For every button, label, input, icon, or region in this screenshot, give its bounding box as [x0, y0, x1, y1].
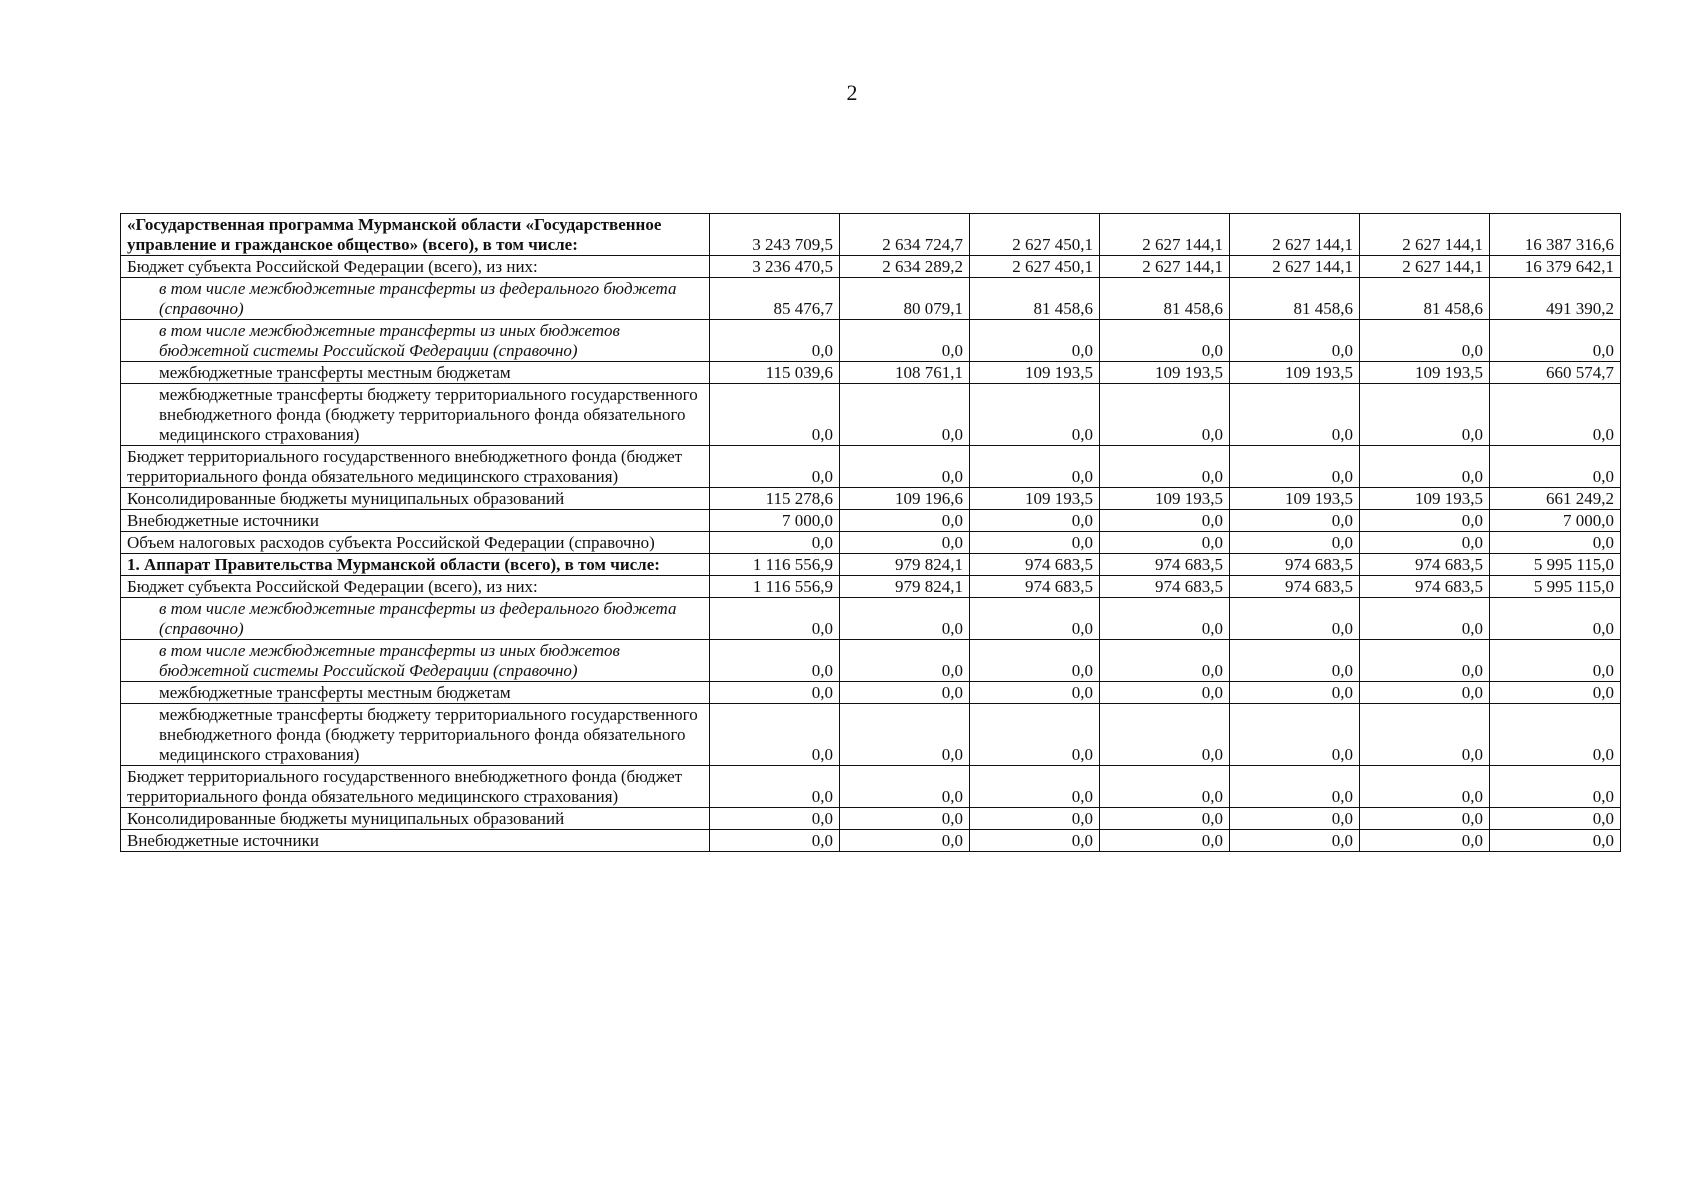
- row-label: в том числе межбюджетные трансферты из иных бюджетов бюджетной системы Российской Федерации (справочно): [121, 320, 710, 362]
- row-value-cell: 2 627 144,1: [1360, 256, 1490, 278]
- table-row: [121, 214, 1621, 256]
- row-value-cell: 974 683,5: [1360, 576, 1490, 598]
- row-value-cell: 2 634 724,7: [840, 214, 970, 256]
- row-total-cell: 491 390,2: [1490, 278, 1621, 320]
- row-value-cell: 0,0: [1230, 446, 1360, 488]
- row-value-cell: 0,0: [1230, 640, 1360, 682]
- row-value-cell: 109 193,5: [1230, 362, 1360, 384]
- row-label: Бюджет субъекта Российской Федерации (всего), из них:: [121, 576, 710, 598]
- row-value-cell: 109 193,5: [970, 488, 1100, 510]
- table-row: [121, 554, 1621, 576]
- row-value-cell: 1 116 556,9: [710, 554, 840, 576]
- row-value-cell: 974 683,5: [1360, 554, 1490, 576]
- row-value-cell: 0,0: [1230, 766, 1360, 808]
- row-value-cell: 0,0: [1230, 510, 1360, 532]
- row-value-cell: 2 627 144,1: [1230, 256, 1360, 278]
- row-value-cell: 0,0: [1100, 384, 1230, 446]
- row-label: Внебюджетные источники: [121, 510, 710, 532]
- row-value-cell: 0,0: [970, 766, 1100, 808]
- row-value-cell: 109 193,5: [1230, 488, 1360, 510]
- row-value-cell: 0,0: [1360, 532, 1490, 554]
- row-value-cell: 0,0: [1100, 830, 1230, 852]
- row-value-cell: 979 824,1: [840, 554, 970, 576]
- row-value-cell: 0,0: [1100, 704, 1230, 766]
- row-value-cell: 0,0: [970, 510, 1100, 532]
- row-value-cell: 0,0: [970, 830, 1100, 852]
- row-value-cell: 0,0: [970, 640, 1100, 682]
- row-label: в том числе межбюджетные трансферты из иных бюджетов бюджетной системы Российской Федерации (справочно): [121, 640, 710, 682]
- row-total-cell: 0,0: [1490, 384, 1621, 446]
- row-value-cell: 0,0: [1360, 640, 1490, 682]
- row-total-cell: 0,0: [1490, 704, 1621, 766]
- row-value-cell: 0,0: [840, 830, 970, 852]
- row-label: «Государственная программа Мурманской области «Государственное управление и гражданское общество» (всего), в том числе:: [121, 214, 710, 256]
- row-value-cell: 979 824,1: [840, 576, 970, 598]
- row-value-cell: 0,0: [1360, 446, 1490, 488]
- row-label: межбюджетные трансферты местным бюджетам: [121, 362, 710, 384]
- row-value-cell: 0,0: [840, 598, 970, 640]
- row-label: межбюджетные трансферты местным бюджетам: [121, 682, 710, 704]
- row-label: Внебюджетные источники: [121, 830, 710, 852]
- table-row: [121, 510, 1621, 532]
- row-value-cell: 7 000,0: [710, 510, 840, 532]
- row-label: в том числе межбюджетные трансферты из федерального бюджета (справочно): [121, 278, 710, 320]
- row-total-cell: 661 249,2: [1490, 488, 1621, 510]
- row-value-cell: 3 243 709,5: [710, 214, 840, 256]
- row-label: Бюджет территориального государственного внебюджетного фонда (бюджет территориального фонда обязательного медицинского страхования): [121, 446, 710, 488]
- row-value-cell: 0,0: [840, 532, 970, 554]
- row-value-cell: 109 193,5: [1360, 488, 1490, 510]
- row-value-cell: 0,0: [710, 808, 840, 830]
- row-value-cell: 0,0: [840, 704, 970, 766]
- row-value-cell: 2 627 144,1: [1360, 214, 1490, 256]
- table-row: [121, 598, 1621, 640]
- table-row: [121, 640, 1621, 682]
- row-value-cell: 0,0: [840, 510, 970, 532]
- row-value-cell: 0,0: [1360, 510, 1490, 532]
- row-total-cell: 16 387 316,6: [1490, 214, 1621, 256]
- table-row: [121, 278, 1621, 320]
- row-value-cell: 0,0: [1230, 808, 1360, 830]
- table-row: [121, 488, 1621, 510]
- row-value-cell: 0,0: [1360, 766, 1490, 808]
- row-total-cell: 0,0: [1490, 446, 1621, 488]
- row-value-cell: 0,0: [840, 320, 970, 362]
- row-value-cell: 0,0: [970, 598, 1100, 640]
- row-label: Объем налоговых расходов субъекта Российской Федерации (справочно): [121, 532, 710, 554]
- row-value-cell: 0,0: [710, 384, 840, 446]
- row-total-cell: 7 000,0: [1490, 510, 1621, 532]
- row-total-cell: 0,0: [1490, 808, 1621, 830]
- row-value-cell: 81 458,6: [1230, 278, 1360, 320]
- row-value-cell: 0,0: [1360, 320, 1490, 362]
- row-value-cell: 0,0: [710, 598, 840, 640]
- row-value-cell: 0,0: [1360, 704, 1490, 766]
- row-value-cell: 0,0: [1100, 598, 1230, 640]
- row-value-cell: 0,0: [840, 808, 970, 830]
- row-value-cell: 0,0: [1100, 320, 1230, 362]
- row-value-cell: 974 683,5: [1230, 554, 1360, 576]
- row-value-cell: 974 683,5: [1230, 576, 1360, 598]
- row-value-cell: 0,0: [710, 830, 840, 852]
- row-value-cell: 2 627 144,1: [1100, 256, 1230, 278]
- row-value-cell: 0,0: [1100, 446, 1230, 488]
- row-value-cell: 109 193,5: [970, 362, 1100, 384]
- row-total-cell: 0,0: [1490, 320, 1621, 362]
- row-value-cell: 2 627 450,1: [970, 256, 1100, 278]
- row-value-cell: 0,0: [840, 640, 970, 682]
- row-total-cell: 16 379 642,1: [1490, 256, 1621, 278]
- row-value-cell: 0,0: [1230, 830, 1360, 852]
- row-value-cell: 115 278,6: [710, 488, 840, 510]
- table-row: [121, 362, 1621, 384]
- row-value-cell: 0,0: [840, 446, 970, 488]
- row-total-cell: 0,0: [1490, 682, 1621, 704]
- row-value-cell: 2 627 450,1: [970, 214, 1100, 256]
- row-value-cell: 0,0: [710, 682, 840, 704]
- table-row: [121, 576, 1621, 598]
- row-label: Консолидированные бюджеты муниципальных образований: [121, 808, 710, 830]
- row-value-cell: 0,0: [710, 640, 840, 682]
- row-value-cell: 0,0: [1230, 384, 1360, 446]
- row-value-cell: 0,0: [1360, 384, 1490, 446]
- budget-table: [120, 213, 1621, 852]
- row-value-cell: 0,0: [970, 704, 1100, 766]
- row-value-cell: 108 761,1: [840, 362, 970, 384]
- table-row: [121, 446, 1621, 488]
- row-label: Консолидированные бюджеты муниципальных образований: [121, 488, 710, 510]
- row-value-cell: 0,0: [1360, 830, 1490, 852]
- row-label: 1. Аппарат Правительства Мурманской области (всего), в том числе:: [121, 554, 710, 576]
- row-label: межбюджетные трансферты бюджету территориального государственного внебюджетного фонда (бюджету территориального фонда обязательного медицинского страхования): [121, 704, 710, 766]
- row-value-cell: 0,0: [1360, 808, 1490, 830]
- table-row: [121, 704, 1621, 766]
- row-total-cell: 5 995 115,0: [1490, 554, 1621, 576]
- row-value-cell: 0,0: [710, 532, 840, 554]
- row-value-cell: 115 039,6: [710, 362, 840, 384]
- row-value-cell: 0,0: [1100, 808, 1230, 830]
- row-value-cell: 81 458,6: [1100, 278, 1230, 320]
- row-value-cell: 3 236 470,5: [710, 256, 840, 278]
- table-row: [121, 384, 1621, 446]
- row-value-cell: 0,0: [1100, 510, 1230, 532]
- page-number: 2: [846, 80, 858, 105]
- table-row: [121, 830, 1621, 852]
- row-total-cell: 5 995 115,0: [1490, 576, 1621, 598]
- row-value-cell: 80 079,1: [840, 278, 970, 320]
- row-value-cell: 2 627 144,1: [1100, 214, 1230, 256]
- row-value-cell: 85 476,7: [710, 278, 840, 320]
- row-value-cell: 0,0: [710, 704, 840, 766]
- row-total-cell: 0,0: [1490, 766, 1621, 808]
- table-row: [121, 766, 1621, 808]
- row-value-cell: 81 458,6: [970, 278, 1100, 320]
- row-value-cell: 0,0: [1100, 640, 1230, 682]
- table-row: [121, 532, 1621, 554]
- row-label: Бюджет субъекта Российской Федерации (всего), из них:: [121, 256, 710, 278]
- row-value-cell: 109 193,5: [1360, 362, 1490, 384]
- table-row: [121, 256, 1621, 278]
- row-value-cell: 974 683,5: [1100, 576, 1230, 598]
- row-value-cell: 0,0: [1100, 532, 1230, 554]
- row-value-cell: 0,0: [1230, 682, 1360, 704]
- row-value-cell: 0,0: [840, 682, 970, 704]
- row-value-cell: 81 458,6: [1360, 278, 1490, 320]
- row-value-cell: 0,0: [970, 384, 1100, 446]
- row-value-cell: 1 116 556,9: [710, 576, 840, 598]
- row-value-cell: 0,0: [970, 446, 1100, 488]
- table-row: [121, 808, 1621, 830]
- row-value-cell: 0,0: [970, 682, 1100, 704]
- row-value-cell: 0,0: [1230, 704, 1360, 766]
- row-value-cell: 2 627 144,1: [1230, 214, 1360, 256]
- row-value-cell: 0,0: [1100, 766, 1230, 808]
- row-total-cell: 0,0: [1490, 532, 1621, 554]
- row-value-cell: 109 193,5: [1100, 362, 1230, 384]
- budget-table-body: [121, 214, 1621, 852]
- row-label: в том числе межбюджетные трансферты из федерального бюджета (справочно): [121, 598, 710, 640]
- row-total-cell: 660 574,7: [1490, 362, 1621, 384]
- row-value-cell: 974 683,5: [970, 576, 1100, 598]
- row-label: межбюджетные трансферты бюджету территориального государственного внебюджетного фонда (бюджету территориального фонда обязательного медицинского страхования): [121, 384, 710, 446]
- row-total-cell: 0,0: [1490, 830, 1621, 852]
- row-label: Бюджет территориального государственного внебюджетного фонда (бюджет территориального фонда обязательного медицинского страхования): [121, 766, 710, 808]
- row-value-cell: 0,0: [970, 320, 1100, 362]
- row-total-cell: 0,0: [1490, 640, 1621, 682]
- row-value-cell: 0,0: [970, 532, 1100, 554]
- row-value-cell: 109 196,6: [840, 488, 970, 510]
- row-value-cell: 0,0: [710, 446, 840, 488]
- row-value-cell: 0,0: [1230, 598, 1360, 640]
- row-value-cell: 0,0: [710, 320, 840, 362]
- row-value-cell: 0,0: [1360, 598, 1490, 640]
- row-value-cell: 0,0: [710, 766, 840, 808]
- row-value-cell: 0,0: [970, 808, 1100, 830]
- row-value-cell: 0,0: [840, 766, 970, 808]
- row-value-cell: 0,0: [1360, 682, 1490, 704]
- row-value-cell: 2 634 289,2: [840, 256, 970, 278]
- row-value-cell: 0,0: [1100, 682, 1230, 704]
- row-value-cell: 109 193,5: [1100, 488, 1230, 510]
- row-total-cell: 0,0: [1490, 598, 1621, 640]
- table-row: [121, 320, 1621, 362]
- row-value-cell: 974 683,5: [1100, 554, 1230, 576]
- row-value-cell: 0,0: [1230, 532, 1360, 554]
- row-value-cell: 0,0: [1230, 320, 1360, 362]
- row-value-cell: 974 683,5: [970, 554, 1100, 576]
- row-value-cell: 0,0: [840, 384, 970, 446]
- table-row: [121, 682, 1621, 704]
